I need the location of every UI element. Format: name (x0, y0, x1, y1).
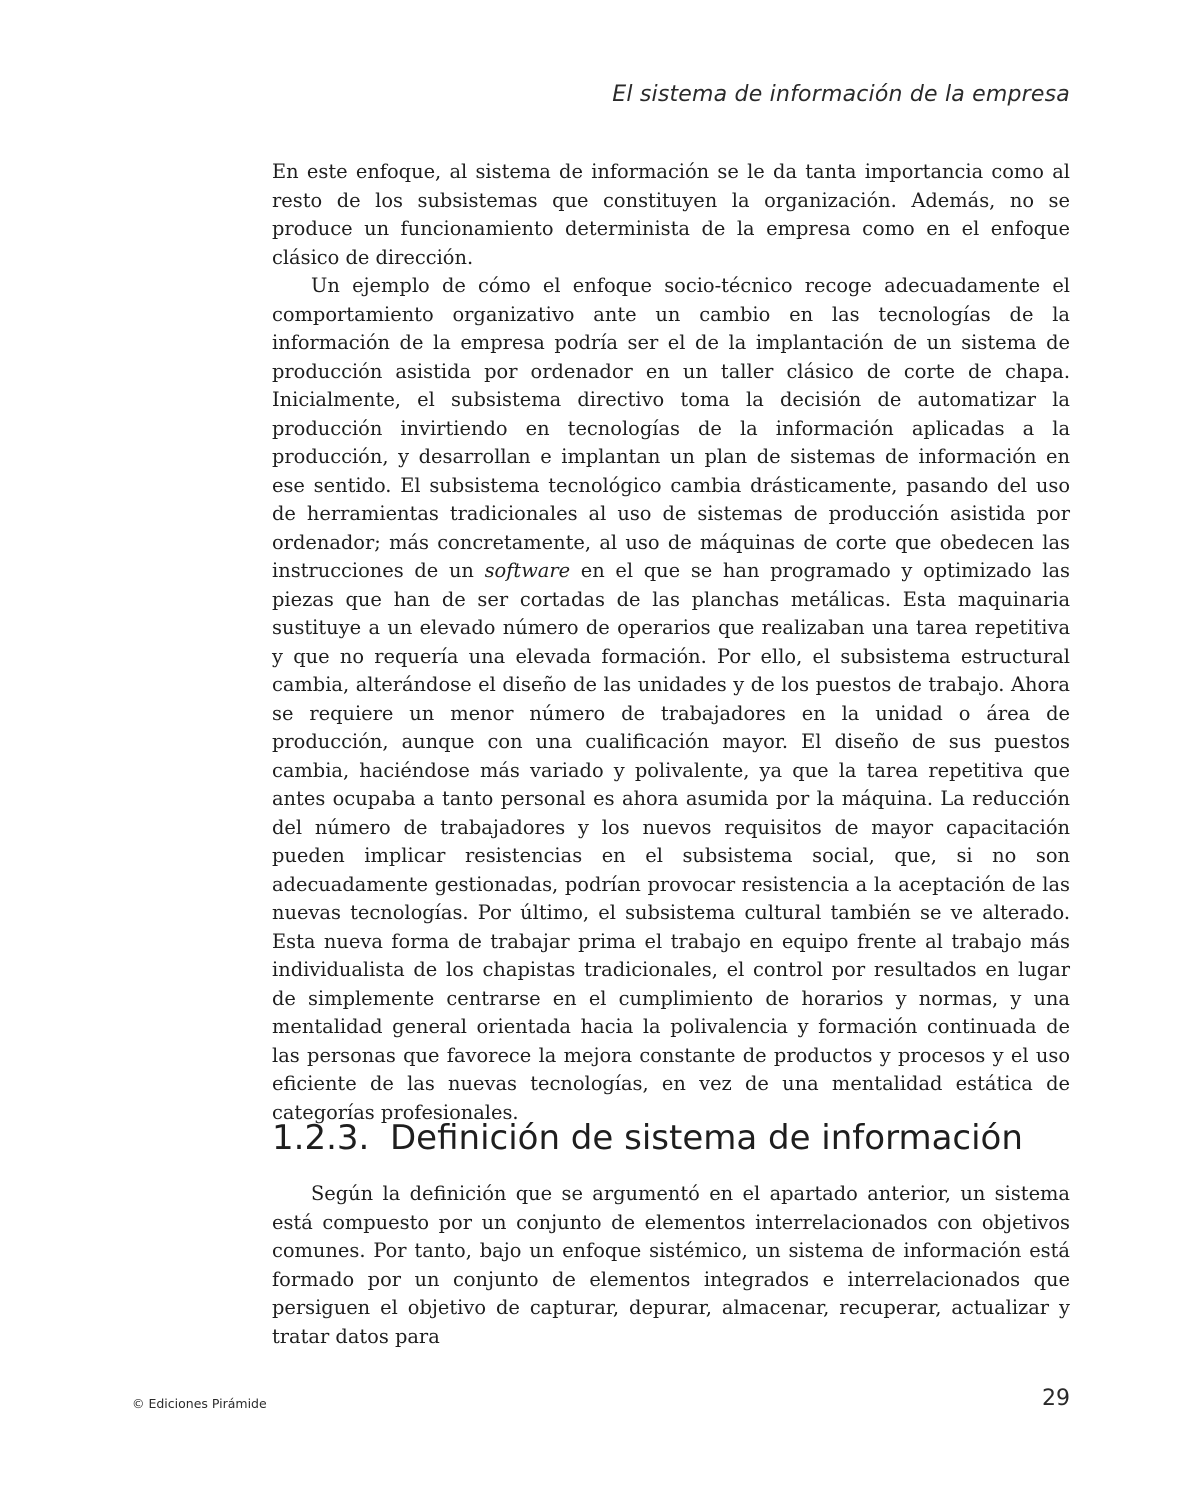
section-text (272, 1180, 1070, 1351)
page-number: 29 (1042, 1386, 1070, 1411)
footer-publisher: © Ediciones Pirámide (132, 1396, 267, 1411)
italic-term-software: software (484, 559, 571, 582)
paragraph-2-text-end: en el que se han programado y optimizado las piezas que han de ser cortadas de las planchas metálicas. Esta maquinaria sustituye a un elevado número de operarios que realizaban una tarea repetitiva y que no requería una elevada formación. Por ello, el subsistema estructural cambia, alterándose el diseño de las unidades y de los puestos de trabajo. Ahora se requiere un menor número de trabajadores en la unidad o área de producción, aunque con una cualificación mayor. El diseño de sus puestos cambia, haciéndose más variado y polivalente, ya que la tarea repetitiva que antes ocupaba a tanto personal es ahora asumida por la máquina. La reducción del número de trabajadores y los nuevos requisitos de mayor capacitación pueden implicar resistencias en el subsistema social, que, si no son adecuadamente gestionadas, podrían provocar resistencia a la aceptación de las nuevas tecnologías. Por último, el subsistema cultural también se ve alterado. Esta nueva forma de trabajar prima el trabajo en equipo frente al trabajo más individualista de los chapistas tradicionales, el control por resultados en lugar de simplemente centrarse en el cumplimiento de horarios y normas, y una mentalidad general orientada hacia la polivalencia y formación continuada de las personas que favorece la mejora constante de productos y procesos y el uso eficiente de las nuevas tecnologías, en vez de una mentalidad estática de categorías profesionales. (272, 559, 1070, 1124)
paragraph-2 (272, 272, 1070, 1127)
section-number: 1.2.3. (272, 1118, 370, 1158)
running-header: El sistema de información de la empresa (612, 82, 1070, 107)
section-title: Definición de sistema de información (390, 1118, 1023, 1158)
section-heading (272, 1116, 1070, 1160)
paragraph-1: En este enfoque, al sistema de información se le da tanta importancia como al resto de los subsistemas que constituyen la organización. Además, no se produce un funcionamiento determinista de la empresa como en el enfoque clásico de dirección. (272, 160, 1070, 269)
body-text (272, 158, 1070, 1127)
paragraph-2-text-start: Un ejemplo de cómo el enfoque socio-técnico recoge adecuadamente el comportamiento organizativo ante un cambio en las tecnologías de la información de la empresa podría ser el de la implantación de un sistema de producción asistida por ordenador en un taller clásico de corte de chapa. Inicialmente, el subsistema directivo toma la decisión de automatizar la producción invirtiendo en tecnologías de la información aplicadas a la producción, y desarrollan e implantan un plan de sistemas de información en ese sentido. El subsistema tecnológico cambia drásticamente, pasando del uso de herramientas tradicionales al uso de sistemas de producción asistida por ordenador; más concretamente, al uso de máquinas de corte que obedecen las instrucciones de un (272, 274, 1070, 582)
section-paragraph-1: Según la definición que se argumentó en el apartado anterior, un sistema está compuesto por un conjunto de elementos interrelacionados con objetivos comunes. Por tanto, bajo un enfoque sistémico, un sistema de información está formado por un conjunto de elementos integrados e interrelacionados que persiguen el objetivo de capturar, depurar, almacenar, recuperar, actualizar y tratar datos para (272, 1182, 1070, 1348)
